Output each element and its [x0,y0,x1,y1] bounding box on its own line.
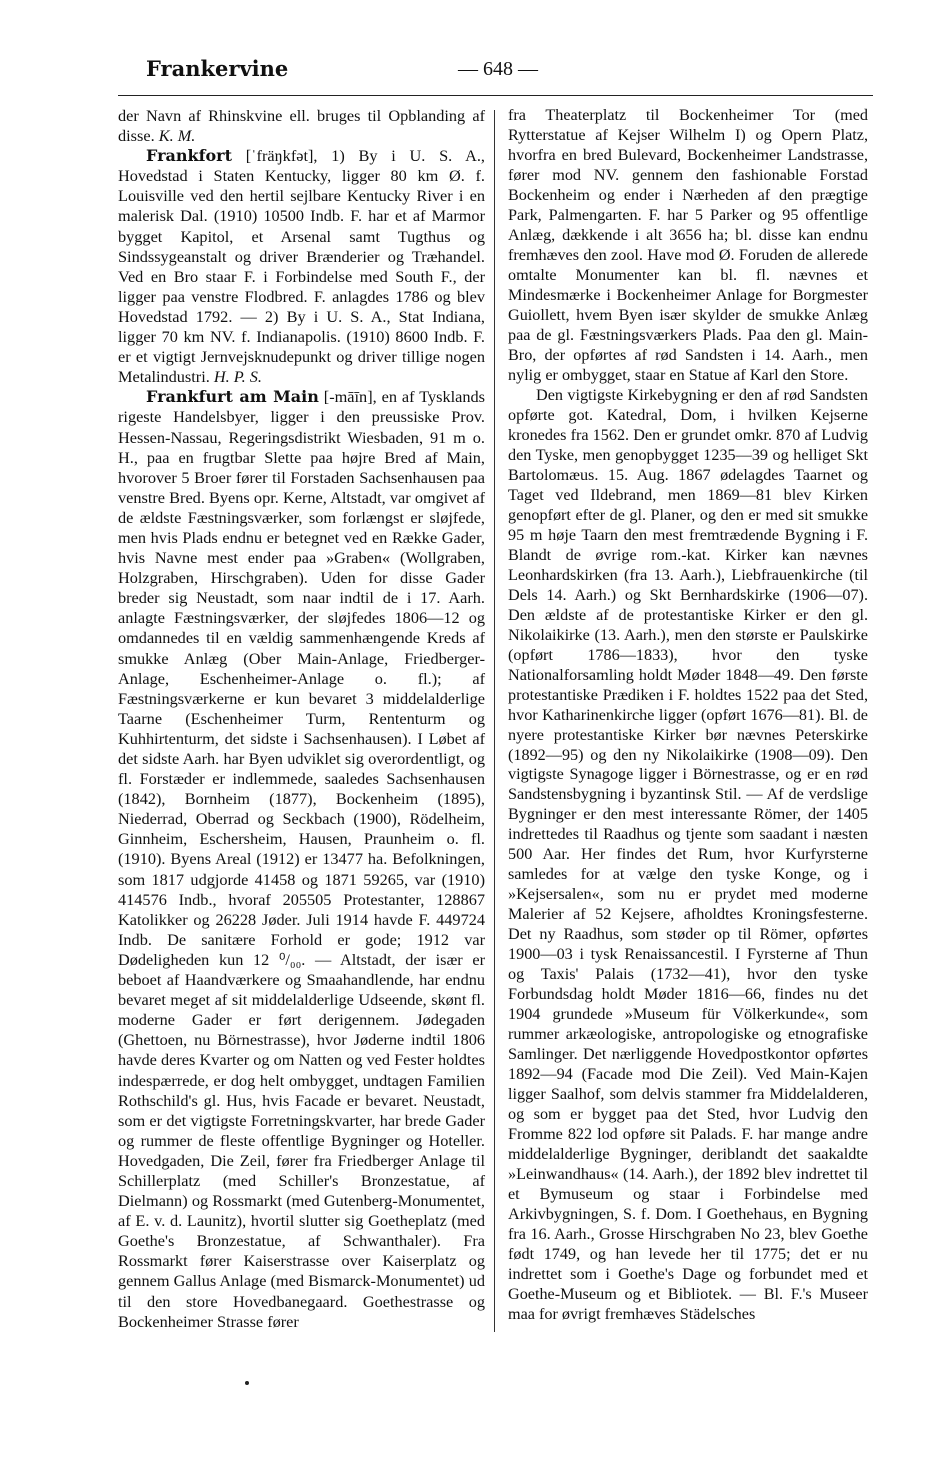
left-column [118,106,485,1332]
author-signature: H. P. S. [213,367,262,387]
entry-paragraph: fra Theaterplatz til Bockenheimer Tor (med Rytterstatue af Kejser Wilhelm I) og Opern Platz, hvorfra en bred Bulevard, Bockenheimer Landstrasse, fører mod NV. gennem den fashionable Forstad Bockenheim og ender i Nærheden af den prægtige Park, Palmengarten. F. har 5 Parker og 95 offentlige Anlæg, dækkende i alt 3656 ha; bl. disse kan endnu fremhæves den zool. Have mod Ø. Foruden de allerede omtalte Monumenter kan bl. fl. nævnes et Mindesmærke i Bockenheimer Anlage for Borgmester Guiollett, hvem Byen især skylder de smukke Anlæg paa de gl. Fæstningsværkers Plads. Paa den gl. Main-Bro, der opførtes af rød Sandsten i 14. Aarh., men nylig er ombygget, staar en Statue af Karl den Store. [508,106,868,384]
header-rule [118,95,873,96]
entry-paragraph: Den vigtigste Kirkebygning er den af rød Sandsten opførte got. Katedral, Dom, i hvilken Kejserne kronedes fra 1562. Den er grundet omkr. 870 af Ludvig den Tyske, men genopbygget 1235—39 og helliget Skt Bartolomæus. 15. Aug. 1867 ødelagdes Taarnet og Taget ved Ildebrand, men 1869—81 blev Kirken genopført efter de gl. Planer, og den er med sit smukke 95 m høje Taarn den mest fremtrædende Bygning i F. Blandt de øvrige rom.-kat. Kirker kan nævnes Leonhardskirken (fra 13. Aarh.), Liebfrauenkirche (til Dels 14. Aarh.) og Skt Bernhardskirke (1906—07). Den ældste af de protestantiske Kirker er den gl. Nikolaikirke (13. Aarh.), men den største er Paulskirke (opført 1786—1833), hvor den tyske Nationalforsamling holdt Møder 1848—49. Den første protestantiske Prædiken i F. holdtes 1522 paa det Sted, hvor Katharinenkirche ligger (opført 1676—81). Bl. de nyere protestantiske Kirker bør nævnes Peterskirke (1892—95) og den ny Nikolaikirke (1908—09). Den vigtigste Synagoge ligger i Börnestrasse, og er en rød Sandstensbygning i byzantinsk Stil. — Af de verdslige Bygninger er den mest interessante Römer, der 1405 indrettedes til Raadhus og tjente som saadant i næsten 500 Aar. Her findes det Rum, hvor Kurfyrsterne samledes for at vælge den tyske Konge, og i »Kejsersalen«, som nu er prydet med moderne Malerier af 52 Kejsere, afholdtes Kroningsfesterne. Det ny Raadhus, som støder op til Römer, opførtes 1900—03 i tysk Renaissancestil. I Fyrsterne af Thun og Taxis' Palais (1732—41), hvor den tyske Forbundsdag holdt Møder 1816—66, findes nu det 1904 grundede »Museum für Völkerkunde«, som rummer arkæologiske, antropologiske og etnografiske Samlinger. Det nærliggende Hovedpostkontor opførtes 1892—94 (Facade mod Die Zeil). Ved Main-Kajen ligger Saalhof, som delvis stammer fra Middelalderen, og som er bygget paa det Sted, hvor Ludvig den Fromme 822 lod opføre sit Palads. F. har mange andre middelalderlige Bygninger, deriblandt det saakaldte »Leinwandhaus« (14. Aarh.), der 1892 blev indrettet til et Bymuseum og staar i Forbindelse med Arkivbygningen, S. f. Dom. I Goethehaus, en Bygning fra 16. Aarh., Grosse Hirschgraben No 23, blev Goethe født 1749, og han levede her til 1775; det er nu indrettet som i Goethe's Dage og forbundet med et Goethe-Museum og et Bibliotek. — Bl. F.'s Museer maa for øvrigt fremhæves Städelsches [508,385,868,1324]
entry-text: [ˈfräŋkfət], 1) By i U. S. A., Hovedstad i Staten Kentucky, ligger 80 km Ø. f. Louisville ved den hertil sejlbare Kentucky River i en malerisk Dal. (1910) 10500 Indb. F. har et af Marmor bygget Kapitol, et Arsenal samt Tugthus og Sindssygeanstalt og driver Brænderier og Træhandel. Ved en Bro staar F. i Forbindelse med South F., der ligger paa venstre Flodbred. F. anlagdes 1786 og blev Hovedstad 1792. — 2) By i U. S. A., Stat Indiana, ligger 70 km NV. f. Indianapolis. (1910) 8600 Indb. F. er et vigtigt Jernvejsknudepunkt og driver tillige nogen Metalindustri. [118,146,485,387]
entry-headword: Frankfurt am Main [146,387,319,407]
entry-text: der Navn af Rhinskvine ell. bruges til Opblanding af disse. [118,106,485,146]
entry-frankfurt-am-main [118,387,485,1331]
print-speck [245,1381,249,1385]
running-head-word: Frankervine [146,56,289,81]
column-divider [494,110,495,1332]
entry-continuation [118,106,485,146]
right-column [508,106,868,1325]
entry-frankfort [118,146,485,387]
page-number: — 648 — [458,58,538,80]
entry-text: [-māīn], en af Tysklands rigeste Handelsbyer, ligger i den preussiske Prov. Hessen-Nassau, Regeringsdistrikt Wiesbaden, 91 m o. H., paa en frugtbar Slette paa højre Bred af Main, hvorover 5 Broer fører til Forstaden Sachsenhausen paa venstre Bred. Byens opr. Kerne, Altstadt, var omgivet af de ældste Fæstningsværker, som forlængst er sløjfede, men hvis Plads endnu er betegnet ved en Række Gader, hvis Navne mest ender paa »Graben« (Wollgraben, Holzgraben, Hirschgraben). Uden for disse Gader breder sig Neustadt, som naar indtil de i 17. Aarh. anlagte Fæstningsværker, der sløjfedes 1806—12 og omdannedes til en vældig sammenhængende Kreds af smukke Anlæg (Ober Main-Anlage, Friedberger-Anlage, Eschenheimer-Anlage o. fl.); af Fæstningsværkerne er kun bevaret 3 middelalderlige Taarne (Eschenheimer Turm, Rententurm og Kuhhirtenturm, det sidste i Sachsenhausen). I Løbet af det sidste Aarh. har Byen udviklet sig overordentligt, og fl. Forstæder er indlemmede, saaledes Sachsenhausen (1842), Bornheim (1877), Bockenheim (1895), Niederrad, Oberrad og Seckbach (1900), Rödelheim, Ginnheim, Eschersheim, Hausen, Praunheim o. fl. (1910). Byens Areal (1912) er 13477 ha. Befolkningen, som 1817 udgjorde 41458 og 1871 59265, var (1910) 414576 Indb., hvoraf 205505 Protestanter, 128867 Katolikker og 26228 Jøder. Juli 1914 havde F. 449724 Indb. De sanitære Forhold er gode; 1912 var Dødeligheden kun 12 ⁰/₀₀. — Altstadt, der især er beboet af Haandværkere og Smaahandlende, har endnu bevaret meget af sit middelalderlige Udseende, skønt fl. moderne Gader er ført derigennem. Jødegaden (Ghettoen, nu Börnestrasse), hvor Jøderne indtil 1806 havde deres Kvarter og om Natten og ved Fester holdtes indespærrede, er dog helt ombygget, undtagen Familien Rothschild's gl. Hus, hvis Facade er bevaret. Neustadt, som er det vigtigste Forretningskvarter, har brede Gader og rummer de fleste offentlige Bygninger og Hoteller. Hovedgaden, Die Zeil, fører fra Friedberger Anlage til Schillerplatz (med Schiller's Bronzestatue, af Dielmann) og Rossmarkt (med Gutenberg-Monumentet, af E. v. d. Launitz), hvortil slutter sig Goetheplatz (med Goethe's Bronzestatue, af Schwanthaler). Fra Rossmarkt fører Kaiserstrasse over Kaiserplatz og gennem Gallus Anlage (med Bismarck-Monumentet) ud til den store Hovedbanegaard. Goethestrasse og Bockenheimer Strasse fører [118,387,485,1331]
author-signature: K. M. [158,126,196,146]
entry-headword: Frankfort [146,146,232,166]
page-header [118,56,873,92]
